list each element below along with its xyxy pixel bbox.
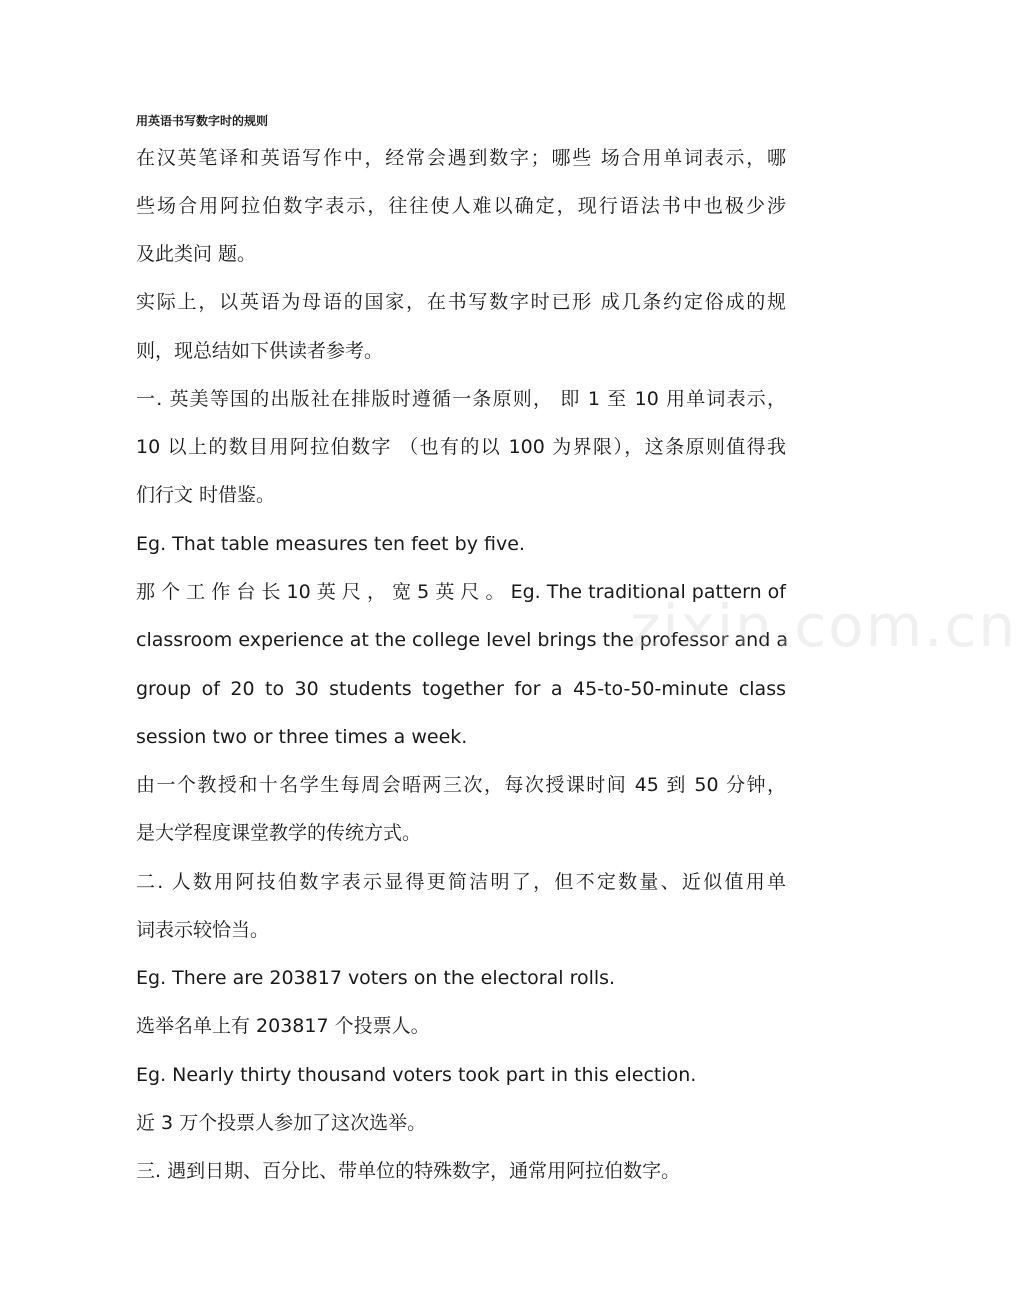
body-line-18: Eg. There are 203817 voters on the electoral rolls. [136, 967, 616, 989]
body-line-8: 们行文 时借鉴。 [136, 484, 276, 506]
body-line-22: 三. 遇到日期、百分比、带单位的特殊数字，通常用阿拉伯数字。 [136, 1160, 681, 1182]
body-line-10: 那 个 工 作 台 长 10 英 尺 ， 宽 5 英 尺 。 Eg. The traditional pattern of [136, 581, 786, 603]
body-line-19: 选举名单上有 203817 个投票人。 [136, 1015, 430, 1037]
body-line-9: Eg. That table measures ten feet by five. [136, 533, 525, 555]
body-line-13: session two or three times a week. [136, 726, 468, 748]
body-line-7: 10 以上的数目用阿拉伯数字 （也有的以 100 为界限），这条原则值得我 [136, 436, 786, 458]
document-title: 用英语书写数字时的规则 [136, 114, 269, 128]
body-line-5: 则，现总结如下供读者参考。 [136, 340, 384, 362]
body-line-12: group of 20 to 30 students together for a 45-to-50-minute class [136, 678, 786, 700]
body-line-15: 是大学程度课堂教学的传统方式。 [136, 822, 422, 844]
body-line-3: 及此类问 题。 [136, 243, 257, 265]
body-line-2: 些场合用阿拉伯数字表示，往往使人难以确定，现行语法书中也极少涉 [136, 195, 786, 217]
body-line-14: 由一个教授和十名学生每周会晤两三次，每次授课时间 45 到 50 分钟， [136, 774, 786, 796]
body-line-17: 词表示较恰当。 [136, 919, 270, 941]
body-line-21: 近 3 万个投票人参加了这次选举。 [136, 1112, 427, 1134]
watermark: zixin.com.cn [630, 592, 1017, 660]
body-line-20: Eg. Nearly thirty thousand voters took part in this election. [136, 1064, 697, 1086]
body-line-4: 实际上，以英语为母语的国家，在书写数字时已形 成几条约定俗成的规 [136, 291, 786, 313]
body-line-16: 二. 人数用阿技伯数字表示显得更简洁明了，但不定数量、近似值用单 [136, 871, 786, 893]
body-line-1: 在汉英笔译和英语写作中，经常会遇到数字；哪些 场合用单词表示，哪 [136, 147, 786, 169]
body-line-6: 一. 英美等国的出版社在排版时遵循一条原则， 即 1 至 10 用单词表示， [136, 388, 786, 410]
body-line-11: classroom experience at the college level brings the professor and a [136, 629, 788, 651]
